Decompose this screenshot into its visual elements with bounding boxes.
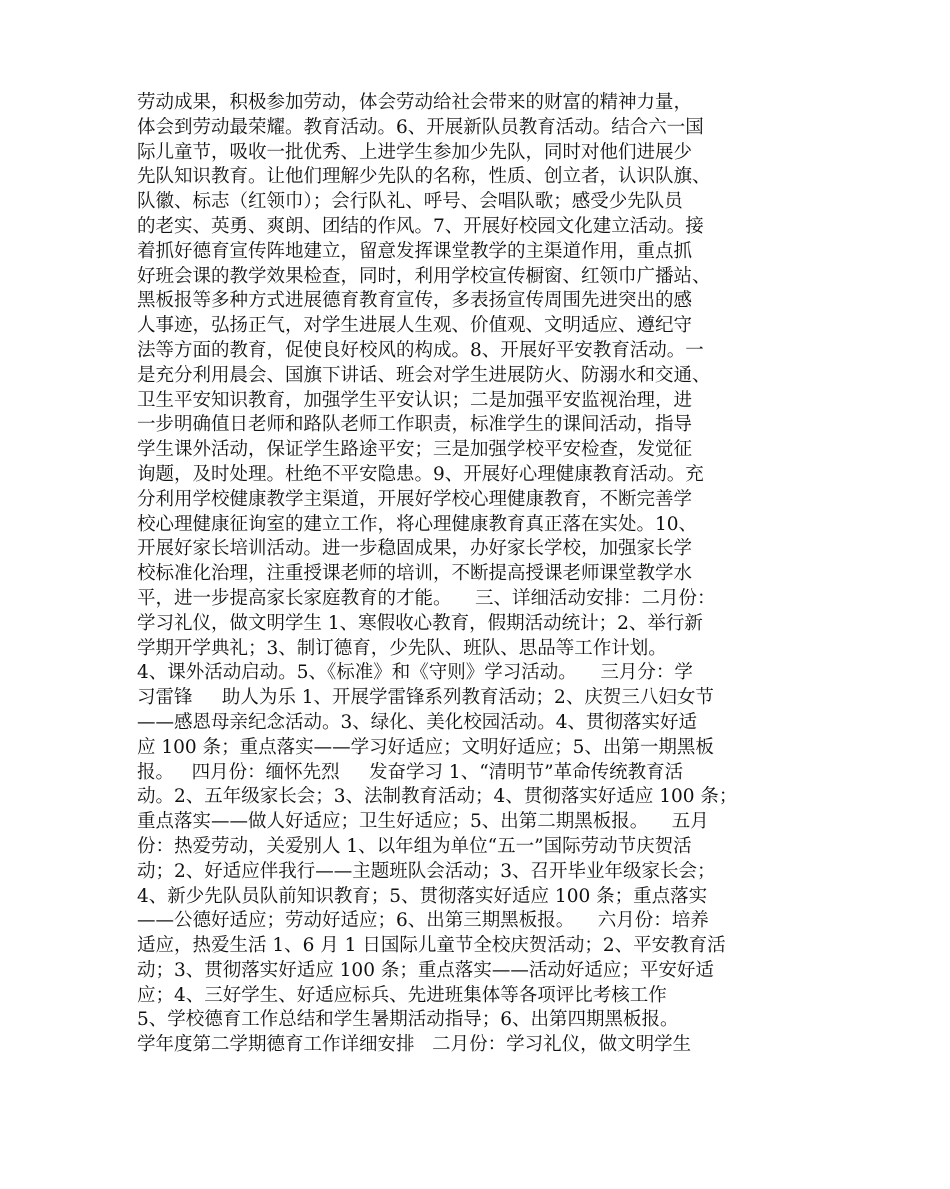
text-line-15: 学生课外活动，保证学生路途平安；三是加强学校平安检查，发觉征 — [137, 439, 693, 461]
text-line-4: 先队知识教育。让他们理解少先队的名称，性质、创立者，认识队旗、 — [137, 166, 711, 188]
text-line-24: 4、课外活动启动。5、《标准》和《守则》学习活动。 三月分：学 — [137, 662, 693, 684]
text-line-36: 动；3、贯彻落实好适应 100 条；重点落实——活动好适应；平安好适 — [137, 959, 714, 981]
text-line-32: 动；2、好适应伴我行——主题班队会活动；3、召开毕业年级家长会； — [137, 860, 716, 882]
text-line-18: 校心理健康征询室的建立工作，将心理健康教育真正落在实处。10、 — [137, 513, 698, 535]
text-line-2: 体会到劳动最荣耀。教育活动。6、开展新队员教育活动。结合六一国 — [137, 116, 704, 138]
text-line-8: 好班会课的教学效果检查，同时，利用学校宣传橱窗、红领巾广播站、 — [137, 265, 711, 287]
text-line-21: 平，进一步提高家长家庭教育的才能。 三、详细活动安排：二月份： — [137, 587, 716, 609]
text-line-10: 人事迹，弘扬正气，对学生进展人生观、价值观、文明适应、遵纪守 — [137, 315, 693, 337]
text-line-35: 适应，热爱生活 1、6 月 1 日国际儿童节全校庆贺活动；2、平安教育活 — [137, 935, 726, 957]
text-line-37: 应；4、三好学生、好适应标兵、先进班集体等各项评比考核工作 — [137, 984, 667, 1006]
text-line-34: ——公德好适应；劳动好适应；6、出第三期黑板报。 六月份：培养 — [137, 910, 709, 932]
text-line-6: 的老实、英勇、爽朗、团结的作风。7、开展好校园文化建立活动。接 — [137, 215, 704, 237]
text-line-26: ——感恩母亲纪念活动。3、绿化、美化校园活动。4、贯彻落实好适 — [137, 711, 698, 733]
text-line-5: 队徽、标志（红领巾）；会行队礼、呼号、会唱队歌；感受少先队员 — [137, 191, 683, 213]
text-line-12: 是充分利用晨会、国旗下讲话、班会对学生进展防火、防溺水和交通、 — [137, 364, 711, 386]
body-text — [137, 91, 837, 1058]
text-line-9: 黑板报等多种方式进展德育教育宣传，多表扬宣传周围先进突出的感 — [137, 290, 693, 312]
text-line-39: 学年度第二学期德育工作详细安排 二月份：学习礼仪，做文明学生 — [137, 1034, 692, 1056]
text-line-20: 校标准化治理，注重授课老师的培训，不断提高授课老师课堂教学水 — [137, 563, 693, 585]
text-line-28: 报。 四月份：缅怀先烈 发奋学习 1、“清明节”革命传统教育活 — [137, 761, 684, 783]
text-line-13: 卫生平安知识教育，加强学生平安认识；二是加强平安监视治理，进 — [137, 389, 693, 411]
text-line-7: 着抓好德育宣传阵地建立，留意发挥课堂教学的主渠道作用，重点抓 — [137, 240, 693, 262]
text-line-19: 开展好家长培训活动。进一步稳固成果，办好家长学校，加强家长学 — [137, 538, 693, 560]
text-line-38: 5、学校德育工作总结和学生暑期活动指导；6、出第四期黑板报。 — [137, 1009, 679, 1031]
text-line-29: 动。2、五年级家长会；3、法制教育活动；4、贯彻落实好适应 100 条； — [137, 786, 738, 808]
text-line-17: 分利用学校健康教学主渠道，开展好学校心理健康教育，不断完善学 — [137, 488, 693, 510]
text-line-16: 询题，及时处理。杜绝不平安隐患。9、开展好心理健康教育活动。充 — [137, 463, 704, 485]
text-line-30: 重点落实——做人好适应；卫生好适应；5、出第二期黑板报。 五月 — [137, 811, 709, 833]
text-line-23: 学期开学典礼；3、制订德育，少先队、班队、思品等工作计划。 — [137, 637, 667, 659]
text-line-22: 学习礼仪，做文明学生 1、寒假收心教育，假期活动统计；2、举行新 — [137, 612, 703, 634]
text-line-14: 一步明确值日老师和路队老师工作职责，标准学生的课间活动，指导 — [137, 414, 693, 436]
text-line-33: 4、新少先队员队前知识教育；5、贯彻落实好适应 100 条；重点落实 — [137, 885, 708, 907]
text-line-1: 劳动成果，积极参加劳动，体会劳动给社会带来的财富的精神力量， — [137, 92, 693, 113]
text-line-3: 际儿童节，吸收一批优秀、上进学生参加少先队，同时对他们进展少 — [137, 141, 693, 163]
text-line-27: 应 100 条；重点落实——学习好适应；文明好适应；5、出第一期黑板 — [137, 736, 714, 758]
text-line-11: 法等方面的教育，促使良好校风的构成。8、开展好平安教育活动。一 — [137, 339, 704, 361]
text-line-25: 习雷锋 助人为乐 1、开展学雷锋系列教育活动；2、庆贺三八妇女节 — [137, 687, 714, 709]
text-line-31: 份：热爱劳动，关爱别人 1、以年组为单位“五一”国际劳动节庆贺活 — [137, 835, 692, 857]
